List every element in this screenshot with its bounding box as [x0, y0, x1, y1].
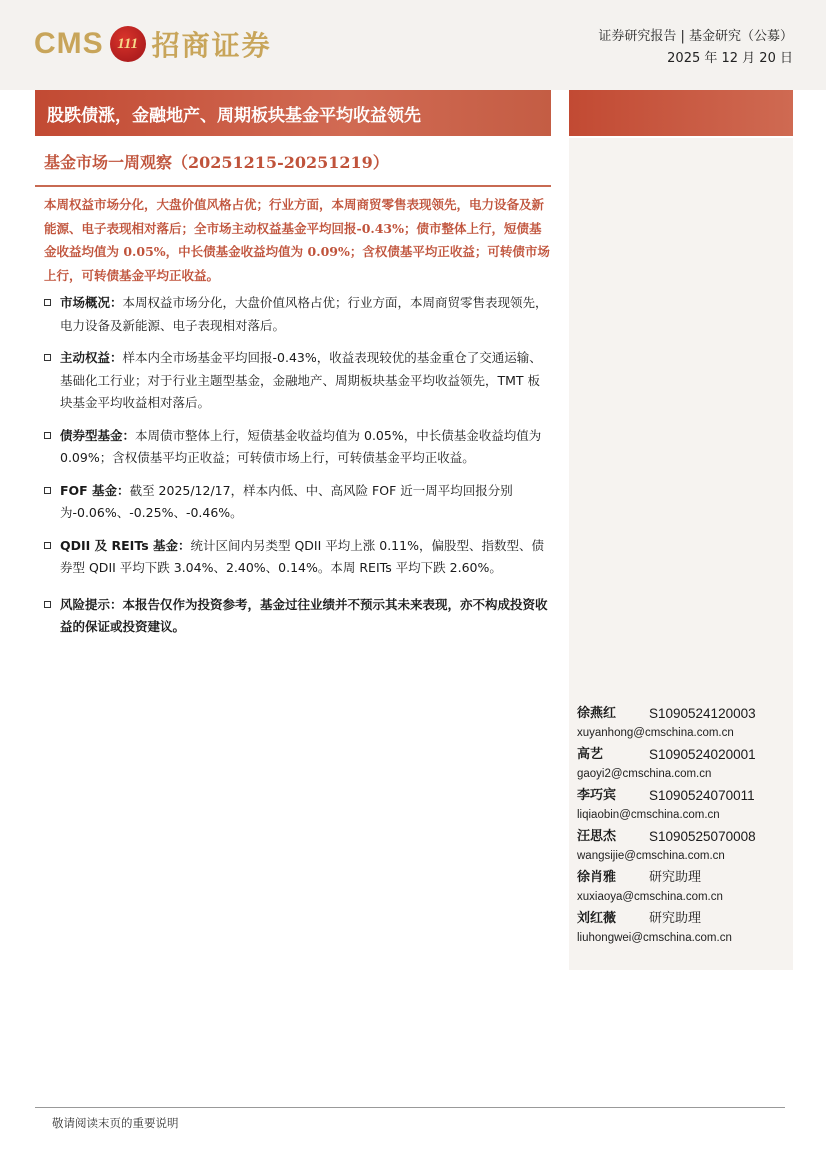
bullet-risk-warning: [44, 594, 550, 639]
header-meta: [598, 26, 793, 70]
bullet-square-icon: [44, 432, 51, 439]
bullet-text: 统计区间内另类型 QDII 平均上涨 0.11%，偏股型、指数型、债券型 QDII 平均下跌 3.04%、2.40%、0.14%。本周 REITs 平均下跌 2.60%。: [60, 537, 544, 575]
author-id: S1090524020001: [649, 747, 756, 762]
author-entry: [577, 908, 787, 947]
side-title-bar: [569, 90, 793, 136]
report-type: 证券研究报告 | 基金研究（公募）: [598, 29, 793, 44]
report-date: 2025 年 12 月 20 日: [667, 51, 793, 66]
author-name: 高艺: [577, 747, 604, 762]
author-email[interactable]: xuyanhong@cmschina.com.cn: [577, 727, 734, 739]
bullet-label: 主动权益：: [60, 350, 123, 365]
bullet-label: 市场概况：: [60, 295, 123, 310]
bullet-label: QDII 及 REITs 基金：: [60, 537, 191, 553]
bullet-text: 本周权益市场分化，大盘价值风格占优；行业方面，本周商贸零售表现领先，电力设备及新能源、电子表现相对落后。: [60, 295, 548, 333]
bullet-label: FOF 基金：: [60, 482, 130, 498]
bullet-square-icon: [44, 487, 51, 494]
bullet-square-icon: [44, 542, 51, 549]
report-subtitle: 基金市场一周观察（20251215-20251219）: [44, 153, 389, 172]
author-name: 徐燕红: [577, 706, 617, 721]
bullet-list: [44, 292, 550, 649]
bullet-square-icon: [44, 299, 51, 306]
bullet-text: 样本内全市场基金平均回报-0.43%，收益表现较优的基金重仓了交通运输、基础化工行业；对于行业主题型基金，金融地产、周期板块基金平均收益领先，TMT 板块基金平均收益相对落后。: [60, 350, 542, 410]
cms-logo: [34, 22, 272, 66]
bullet-qdii-reits: [44, 535, 550, 580]
bullet-label: 债券型基金：: [60, 427, 136, 443]
author-email[interactable]: liuhongwei@cmschina.com.cn: [577, 932, 732, 944]
footer-note: 敬请阅读末页的重要说明: [52, 1116, 179, 1130]
bullet-fof: [44, 480, 550, 525]
bullet-text: 截至 2025/12/17，样本内低、中、高风险 FOF 近一周平均回报分别为-0.06%、-0.25%、-0.46%。: [60, 482, 513, 520]
author-id: S1090524070011: [649, 788, 755, 803]
author-list: [577, 703, 787, 949]
author-role: 研究助理: [649, 870, 702, 885]
author-name: 徐肖雅: [577, 870, 617, 885]
risk-text: 风险提示：本报告仅作为投资参考，基金过往业绩并不预示其未来表现，亦不构成投资收益的保证或投资建议。: [60, 596, 548, 634]
author-email[interactable]: liqiaobin@cmschina.com.cn: [577, 809, 720, 821]
author-entry: [577, 744, 787, 783]
author-name: 李巧宾: [577, 788, 617, 803]
author-id: S1090524120003: [649, 706, 756, 721]
bullet-active-equity: [44, 347, 550, 415]
author-id: S1090525070008: [649, 829, 756, 844]
subtitle-divider: [35, 185, 551, 187]
footer-divider: [35, 1107, 785, 1108]
author-role: 研究助理: [649, 911, 702, 926]
bullet-square-icon: [44, 354, 51, 361]
author-entry: [577, 785, 787, 824]
logo-cn-text: 招商证券: [151, 29, 272, 62]
author-name: 汪思杰: [577, 829, 617, 844]
author-entry: [577, 703, 787, 742]
author-entry: [577, 867, 787, 906]
author-email[interactable]: wangsijie@cmschina.com.cn: [577, 850, 725, 862]
author-email[interactable]: gaoyi2@cmschina.com.cn: [577, 768, 712, 780]
bullet-square-icon: [44, 601, 51, 608]
logo-badge-icon: 111: [110, 26, 146, 62]
author-name: 刘红薇: [577, 911, 617, 926]
bullet-text: 本周债市整体上行，短债基金收益均值为 0.05%，中长债基金收益均值为 0.09%；含权债基平均正收益；可转债市场上行，可转债基金平均正收益。: [60, 427, 542, 465]
author-entry: [577, 826, 787, 865]
summary-text: 本周权益市场分化，大盘价值风格占优；行业方面，本周商贸零售表现领先，电力设备及新能源、电子表现相对落后；全市场主动权益基金平均回报-0.43%；债市整体上行，短债基金收益均值为 0.05%，中长债基金收益均值为 0.09%；含权债基平均正收益；可转债市场上行，可转债基金平均正收益。: [44, 197, 550, 283]
bullet-market-overview: [44, 292, 550, 337]
logo-cms-text: CMS: [34, 27, 104, 60]
report-title: 股跌债涨，金融地产、周期板块基金平均收益领先: [35, 90, 551, 136]
bullet-bond-funds: [44, 425, 550, 470]
author-email[interactable]: xuxiaoya@cmschina.com.cn: [577, 891, 723, 903]
